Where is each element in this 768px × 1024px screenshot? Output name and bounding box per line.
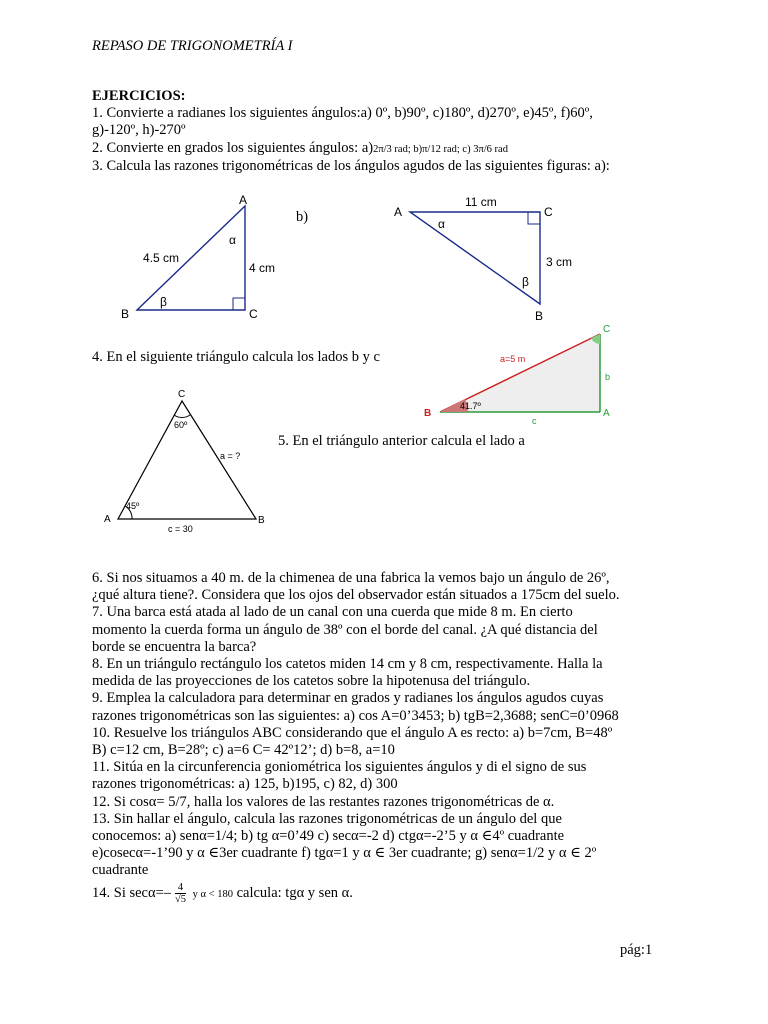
exercise-line: e)cosecα=-1’90 y α ∈3er cuadrante f) tgα=1 y α ∈ 3er cuadrante; g) senα=1/2 y α ∈ 2º xyxy=(92,845,597,862)
hypotenuse-label: a=5 m xyxy=(500,354,526,364)
vertex-A: A xyxy=(603,408,610,419)
hypotenuse-label: 4.5 cm xyxy=(143,251,180,265)
beta-label: β xyxy=(522,275,529,289)
exercise-line: 13. Sin hallar el ángulo, calcula las razones trigonométricas de un ángulo del que xyxy=(92,810,562,827)
vertex-B: B xyxy=(535,309,544,322)
angle-C-arc xyxy=(174,415,190,418)
exercise-list xyxy=(92,570,682,905)
figure-c-triangle xyxy=(420,320,620,430)
side-label: 3 cm xyxy=(546,255,573,269)
figure-d-triangle xyxy=(100,385,275,535)
exercise-line: 7. Una barca está atada al lado de un canal con una cuerda que mide 8 m. En cierto xyxy=(92,604,573,621)
exercise-2: 2. Convierte en grados los siguientes ángulos: a)2π/3 rad; b)π/12 rad; c) 3π/6 rad xyxy=(92,139,508,156)
vertex-C: C xyxy=(249,307,258,321)
exercise-line: ¿qué altura tiene?. Considera que los ojos del observador están situados a 175cm del suelo. xyxy=(92,587,620,604)
exercise-line: momento la cuerda forma un ángulo de 38º con el borde del canal. ¿A qué distancia del xyxy=(92,621,598,638)
exercise-line: 12. Si cosα= 5/7, halla los valores de las restantes razones trigonométricas de α. xyxy=(92,793,555,810)
top-side-label: 11 cm xyxy=(465,195,497,209)
exercise-line: conocemos: a) senα=1/4; b) tg α=0’49 c) secα=-2 d) ctgα=-2’5 y α ∈4º cuadrante xyxy=(92,828,565,845)
fraction: $\frac{4}{√5}$ xyxy=(175,881,187,905)
page-number: pág:1 xyxy=(620,942,653,958)
exercise-line: 10. Resuelve los triángulos ABC considerando que el ángulo A es recto: a) b=7cm, B=48º xyxy=(92,724,613,741)
triangle-b-shape xyxy=(410,212,540,304)
exercise-line: 8. En un triángulo rectángulo los catetos miden 14 cm y 8 cm, respectivamente. Halla la xyxy=(92,656,603,673)
exercise-line: 11. Sitúa en la circunferencia goniométrica los siguientes ángulos y di el signo de sus xyxy=(92,759,587,776)
exercise-5: 5. En el triángulo anterior calcula el lado a xyxy=(278,433,525,449)
side-b-label: b xyxy=(605,372,611,382)
vertex-C: C xyxy=(603,324,611,335)
side-c-label: c xyxy=(532,416,537,426)
figure-b-label: b) xyxy=(296,209,309,225)
side-label: 4 cm xyxy=(249,261,276,275)
vertex-B: B xyxy=(424,408,432,419)
exercise-line: B) c=12 cm, B=28º; c) a=6 C= 42º12’; d) b=8, a=10 xyxy=(92,742,395,759)
exercise-14: 14. Si secα=– $\frac{4}{√5}$ y α < 180 calcula: tgα y sen α. xyxy=(92,881,353,905)
exercise-line: razones trigonométricas: a) 125, b)195, c) 82, d) 300 xyxy=(92,776,398,793)
vertex-B: B xyxy=(258,515,265,526)
angle-label: 41.7º xyxy=(460,401,481,411)
section-title: EJERCICIOS: xyxy=(92,88,186,104)
alpha-label: α xyxy=(229,233,236,247)
angle-A-label: 45º xyxy=(126,501,140,511)
figure-a-triangle xyxy=(105,192,280,327)
right-angle-mark xyxy=(233,298,245,310)
exercise-line: 9. Emplea la calculadora para determinar en grados y radianes los ángulos agudos cuyas xyxy=(92,690,604,707)
angle-C-label: 60º xyxy=(174,420,188,430)
exercise-line: 6. Si nos situamos a 40 m. de la chimenea de una fabrica la vemos bajo un ángulo de 26º, xyxy=(92,570,610,586)
exercise-4: 4. En el siguiente triángulo calcula los lados b y c xyxy=(92,349,380,365)
side-c-label: c = 30 xyxy=(168,524,193,534)
exercise-3: 3. Calcula las razones trigonométricas de los ángulos agudos de las siguientes figuras: a): xyxy=(92,157,610,174)
exercise-line: borde se encuentra la barca? xyxy=(92,638,257,655)
right-angle-mark xyxy=(528,212,540,224)
alpha-label: α xyxy=(438,217,445,231)
vertex-C: C xyxy=(544,205,553,219)
page-header: REPASO DE TRIGONOMETRÍA I xyxy=(92,38,293,54)
exercise-1-line-2: g)-120º, h)-270º xyxy=(92,122,186,139)
side-a-label: a = ? xyxy=(220,451,241,461)
vertex-B: B xyxy=(121,307,130,321)
vertex-A: A xyxy=(394,205,403,219)
figure-b-triangle xyxy=(390,192,590,322)
beta-label: β xyxy=(160,295,167,309)
vertex-A: A xyxy=(239,193,248,207)
exercise-1-line-1: 1. Convierte a radianes los siguientes ángulos:a) 0º, b)90º, c)180º, d)270º, e)45º, f)60º, xyxy=(92,105,593,122)
exercise-intro xyxy=(92,88,682,175)
exercise-2-angles: 2π/3 rad; b)π/12 rad; c) 3π/6 rad xyxy=(373,143,508,155)
vertex-A: A xyxy=(104,514,111,525)
exercise-line: medida de las proyecciones de los catetos sobre la hipotenusa del triángulo. xyxy=(92,673,531,690)
exercise-line: cuadrante xyxy=(92,862,149,879)
exercise-line: razones trigonométricas son las siguientes: a) cos A=0’3453; b) tgB=2,3688; senC=0’0968 xyxy=(92,707,619,724)
vertex-C: C xyxy=(178,389,186,400)
